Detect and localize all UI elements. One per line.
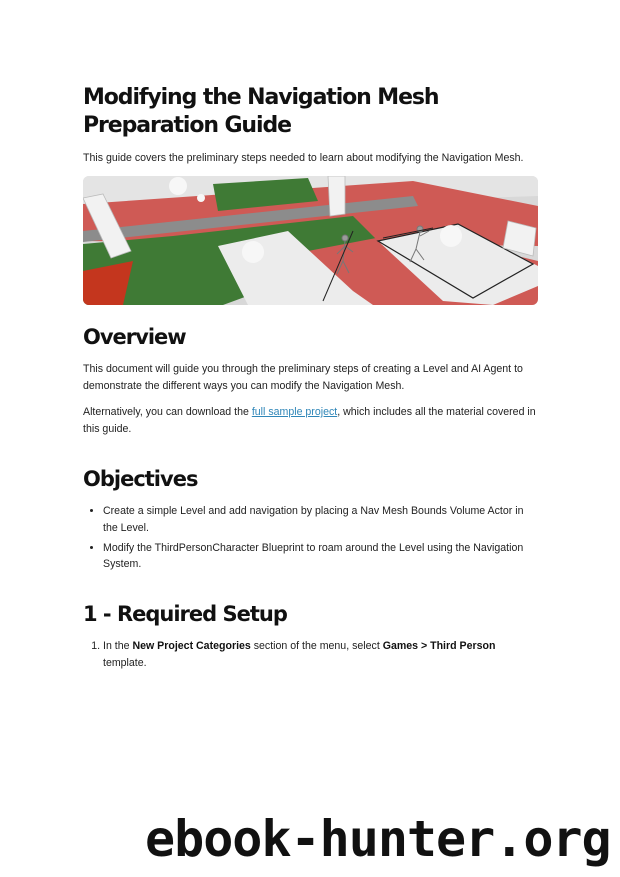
required-setup-heading: 1 - Required Setup bbox=[83, 602, 287, 626]
page-title: Modifying the Navigation Mesh Preparation Guide bbox=[83, 85, 439, 138]
watermark-text: ebook-hunter.org bbox=[145, 810, 611, 868]
level-scene-illustration bbox=[83, 176, 538, 305]
full-sample-project-link[interactable]: full sample project bbox=[251, 406, 338, 418]
sphere bbox=[169, 177, 187, 195]
setup-steps-list bbox=[83, 638, 538, 675]
objective-item: • Create a simple Level and add navigation by placing a Nav Mesh Bounds Volume Actor in the Level. bbox=[103, 503, 538, 536]
setup-step-item bbox=[103, 638, 538, 671]
sphere bbox=[197, 194, 205, 202]
overview-p2-text-before: Alternatively, you can download the bbox=[83, 406, 252, 418]
sphere bbox=[440, 225, 462, 247]
step-bold-text: Games > Third Person bbox=[382, 640, 496, 652]
sphere bbox=[242, 241, 264, 263]
step-text: template. bbox=[103, 656, 147, 669]
intro-text: This guide covers the preliminary steps needed to learn about modifying the Navigation Mesh. bbox=[83, 152, 524, 164]
objectives-list bbox=[83, 503, 538, 576]
objective-item: • Modify the ThirdPersonCharacter Blueprint to roam around the Level using the Navigation System. bbox=[103, 540, 538, 573]
pillar-center bbox=[328, 176, 345, 216]
step-text: section of the menu, select bbox=[250, 640, 383, 652]
overview-p2-text-after: , which includes all the material covered in this guide. bbox=[83, 406, 536, 435]
overview-paragraph-2 bbox=[83, 404, 538, 437]
overview-paragraph-1: This document will guide you through the preliminary steps of creating a Level and AI Agent to demonstrate the different ways you can modify the Navigation Mesh. bbox=[83, 363, 523, 392]
step-bold-text: New Project Categories bbox=[132, 640, 251, 652]
objectives-heading: Objectives bbox=[83, 467, 198, 491]
overview-heading: Overview bbox=[83, 325, 186, 349]
step-text: In the bbox=[103, 640, 133, 652]
hero-image bbox=[83, 176, 538, 305]
